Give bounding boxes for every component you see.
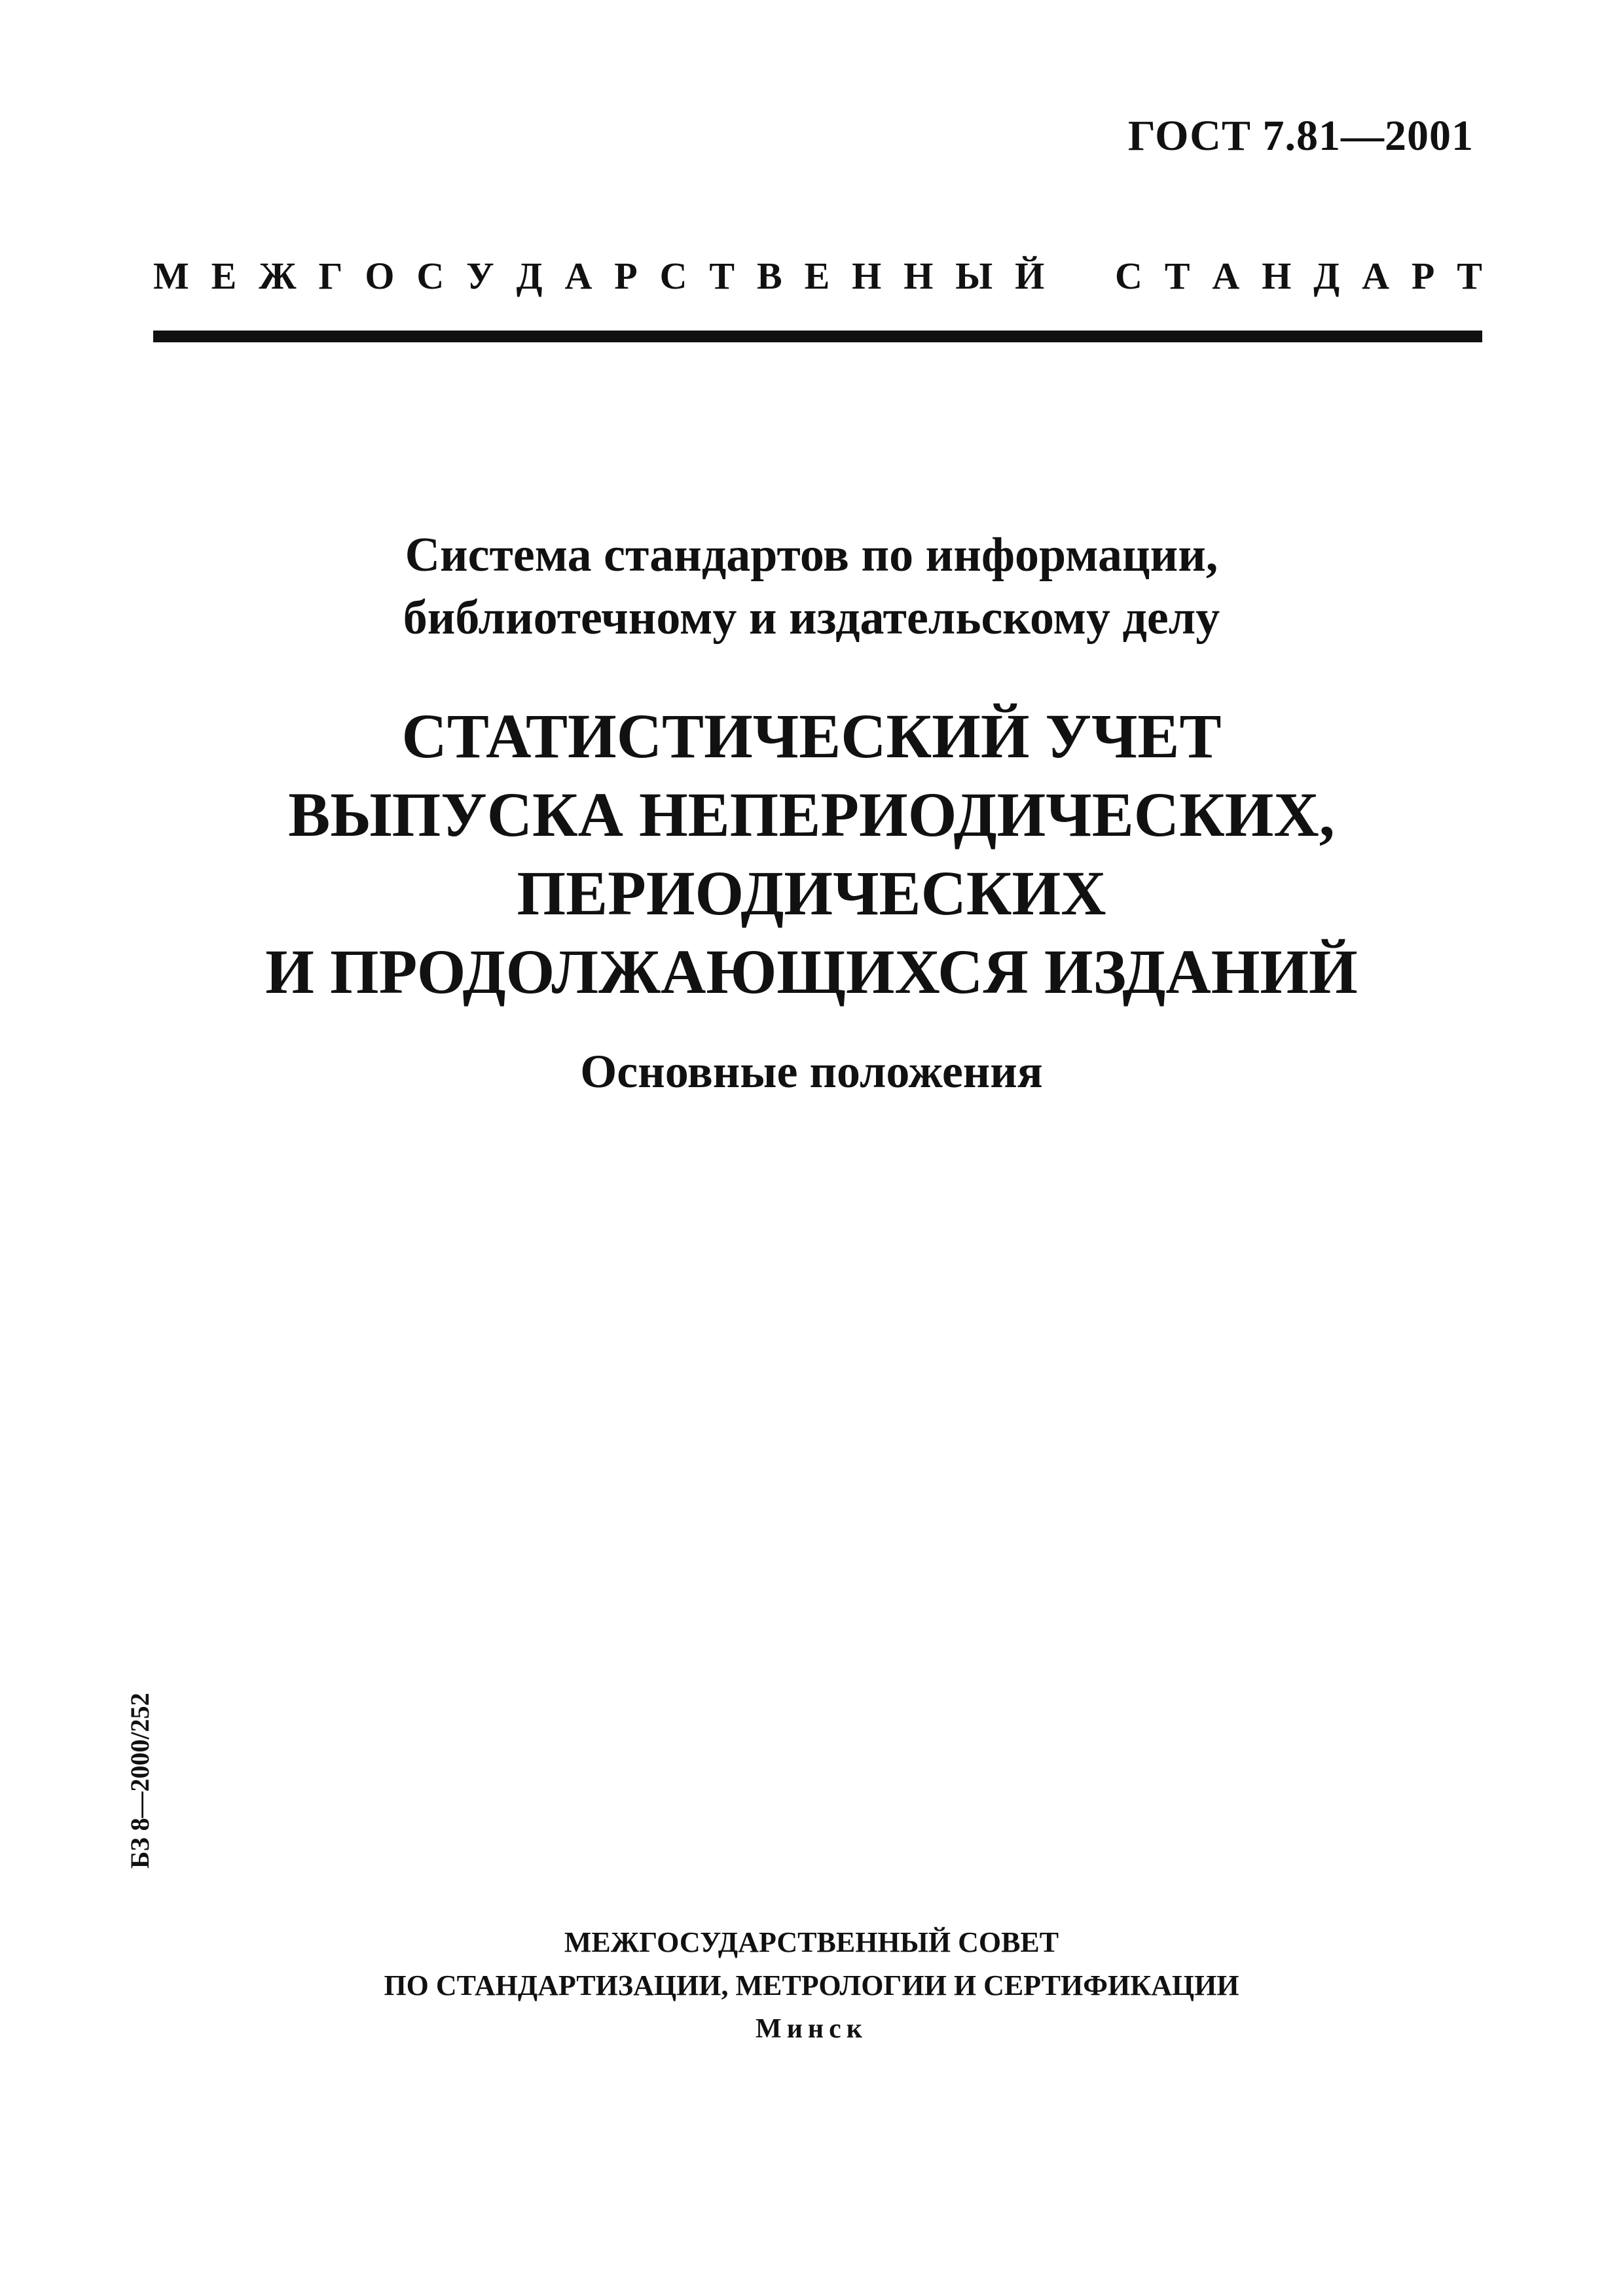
letter: Т — [709, 255, 735, 297]
letter: А — [1212, 255, 1240, 297]
header-rule — [153, 331, 1482, 342]
letter: М — [153, 255, 189, 297]
letter: Е — [211, 255, 237, 297]
system-title-line: библиотечному и издательскому делу — [403, 591, 1220, 645]
main-title — [0, 697, 1623, 1011]
letter: С — [416, 255, 445, 297]
letter: Т — [1164, 255, 1190, 297]
letter: А — [564, 255, 593, 297]
letter: Г — [318, 255, 343, 297]
system-title-line: Система стандартов по информации, — [405, 528, 1218, 582]
letter: О — [365, 255, 395, 297]
subtitle: Основные положения — [580, 1045, 1043, 1098]
main-title-line: СТАТИСТИЧЕСКИЙ УЧЕТ — [401, 701, 1222, 771]
letter: Д — [516, 255, 543, 297]
letter: Р — [1411, 255, 1435, 297]
main-title-line: ВЫПУСКА НЕПЕРИОДИЧЕСКИХ, — [288, 780, 1335, 850]
letter: Р — [614, 255, 638, 297]
letter: Т — [1457, 255, 1482, 297]
letter: Й — [1015, 255, 1045, 297]
letter: Н — [1262, 255, 1292, 297]
city: Минск — [756, 2014, 867, 2044]
word-gap — [1067, 254, 1093, 298]
letter: Ы — [955, 255, 993, 297]
letter: Н — [852, 255, 882, 297]
gost-code: ГОСТ 7.81—2001 — [1127, 112, 1474, 160]
letter: Н — [903, 255, 934, 297]
letter: А — [1362, 255, 1389, 297]
main-title-line: И ПРОДОЛЖАЮЩИХСЯ ИЗДАНИЙ — [265, 937, 1358, 1007]
system-title — [0, 524, 1623, 649]
letter: Е — [804, 255, 830, 297]
council-name-line: МЕЖГОСУДАРСТВЕННЫЙ СОВЕТ — [564, 1926, 1059, 1958]
letter: Д — [1313, 255, 1340, 297]
letter: В — [756, 255, 782, 297]
side-catalog-code: БЗ 8—2000/252 — [125, 1693, 155, 1869]
main-title-line: ПЕРИОДИЧЕСКИХ — [517, 858, 1106, 928]
publisher-block — [0, 1921, 1623, 2051]
interstate-standard-label — [153, 254, 1482, 298]
letter: У — [466, 255, 494, 297]
council-name-line: ПО СТАНДАРТИЗАЦИИ, МЕТРОЛОГИИ И СЕРТИФИКАЦИИ — [384, 1969, 1239, 2001]
letter: С — [1115, 255, 1142, 297]
letter: С — [659, 255, 687, 297]
letter: Ж — [259, 255, 297, 297]
